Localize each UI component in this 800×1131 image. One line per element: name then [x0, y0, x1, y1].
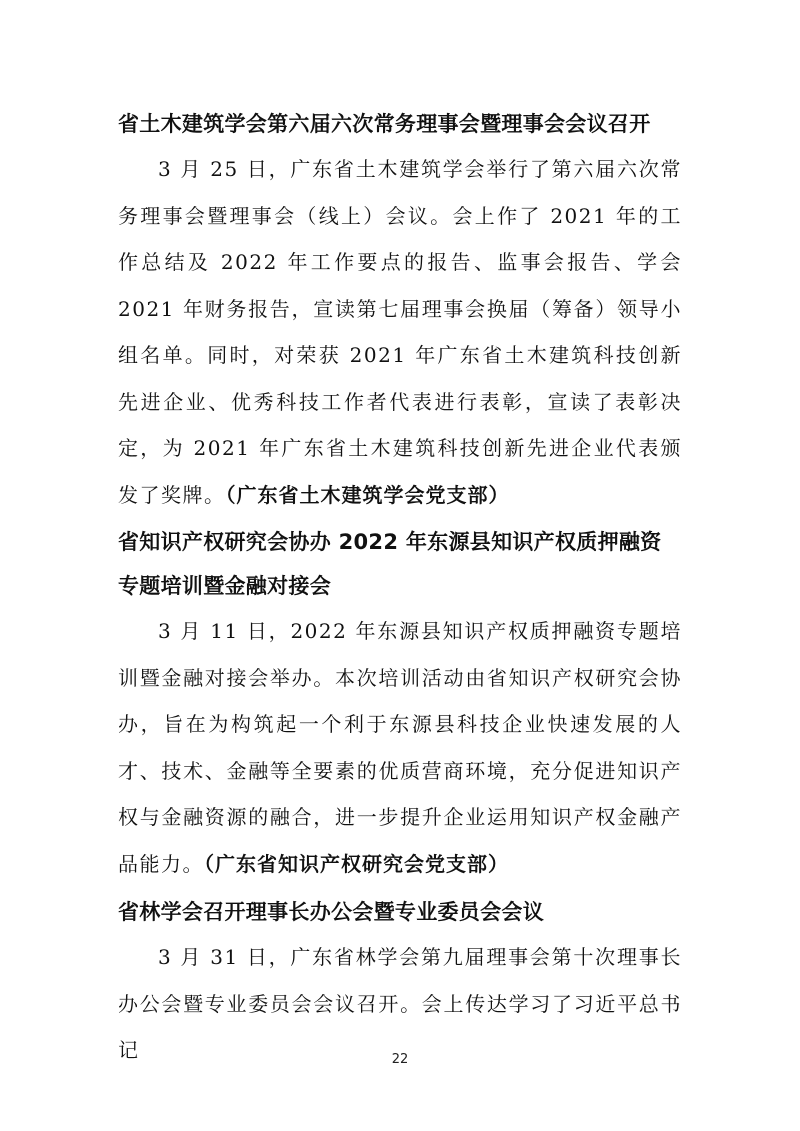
article-source: （广东省知识产权研究会党支部） — [204, 851, 509, 876]
article-civil-engineering — [118, 102, 682, 518]
article-text: 3 月 31 日，广东省林学会第九届理事会第十次理事长办公会暨专业委员会会议召开。会上传达学习了习近平总书记 — [118, 945, 682, 1062]
page-number: 22 — [391, 1052, 409, 1067]
article-title: 省土木建筑学会第六届六次常务理事会暨理事会会议召开 — [118, 112, 651, 136]
article-source: （广东省土木建筑学会党支部） — [225, 482, 510, 507]
article-title: 省林学会召开理事长办公会暨专业委员会会议 — [118, 900, 544, 924]
article-body — [118, 146, 682, 518]
article-text: 3 月 11 日，2022 年东源县知识产权质押融资专题培训暨金融对接会举办。本次培训活动由省知识产权研究会协办，旨在为构筑起一个利于东源县科技企业快速发展的人才、技术、金融等全要素的优质营商环境，充分促进知识产权与金融资源的融合，进一步提升企业运用知识产权金融产品能力。 — [118, 619, 682, 876]
article-body — [118, 608, 682, 887]
article-forestry — [118, 890, 682, 1074]
article-intellectual-property — [118, 520, 682, 887]
article-title: 省知识产权研究会协办 2022 年东源县知识产权质押融资专题培训暨金融对接会 — [118, 530, 662, 598]
article-text: 3 月 25 日，广东省土木建筑学会举行了第六届六次常务理事会暨理事会（线上）会议。会上作了 2021 年的工作总结及 2022 年工作要点的报告、监事会报告、学会 2021 年财务报告，宣读第七届理事会换届（筹备）领导小组名单。同时，对荣获 2021 年广东省土木建筑科技创新先进企业、优秀科技工作者代表进行表彰，宣读了表彰决定，为 2021 年广东省土木建筑科技创新先进企业代表颁发了奖牌。 — [118, 157, 682, 507]
